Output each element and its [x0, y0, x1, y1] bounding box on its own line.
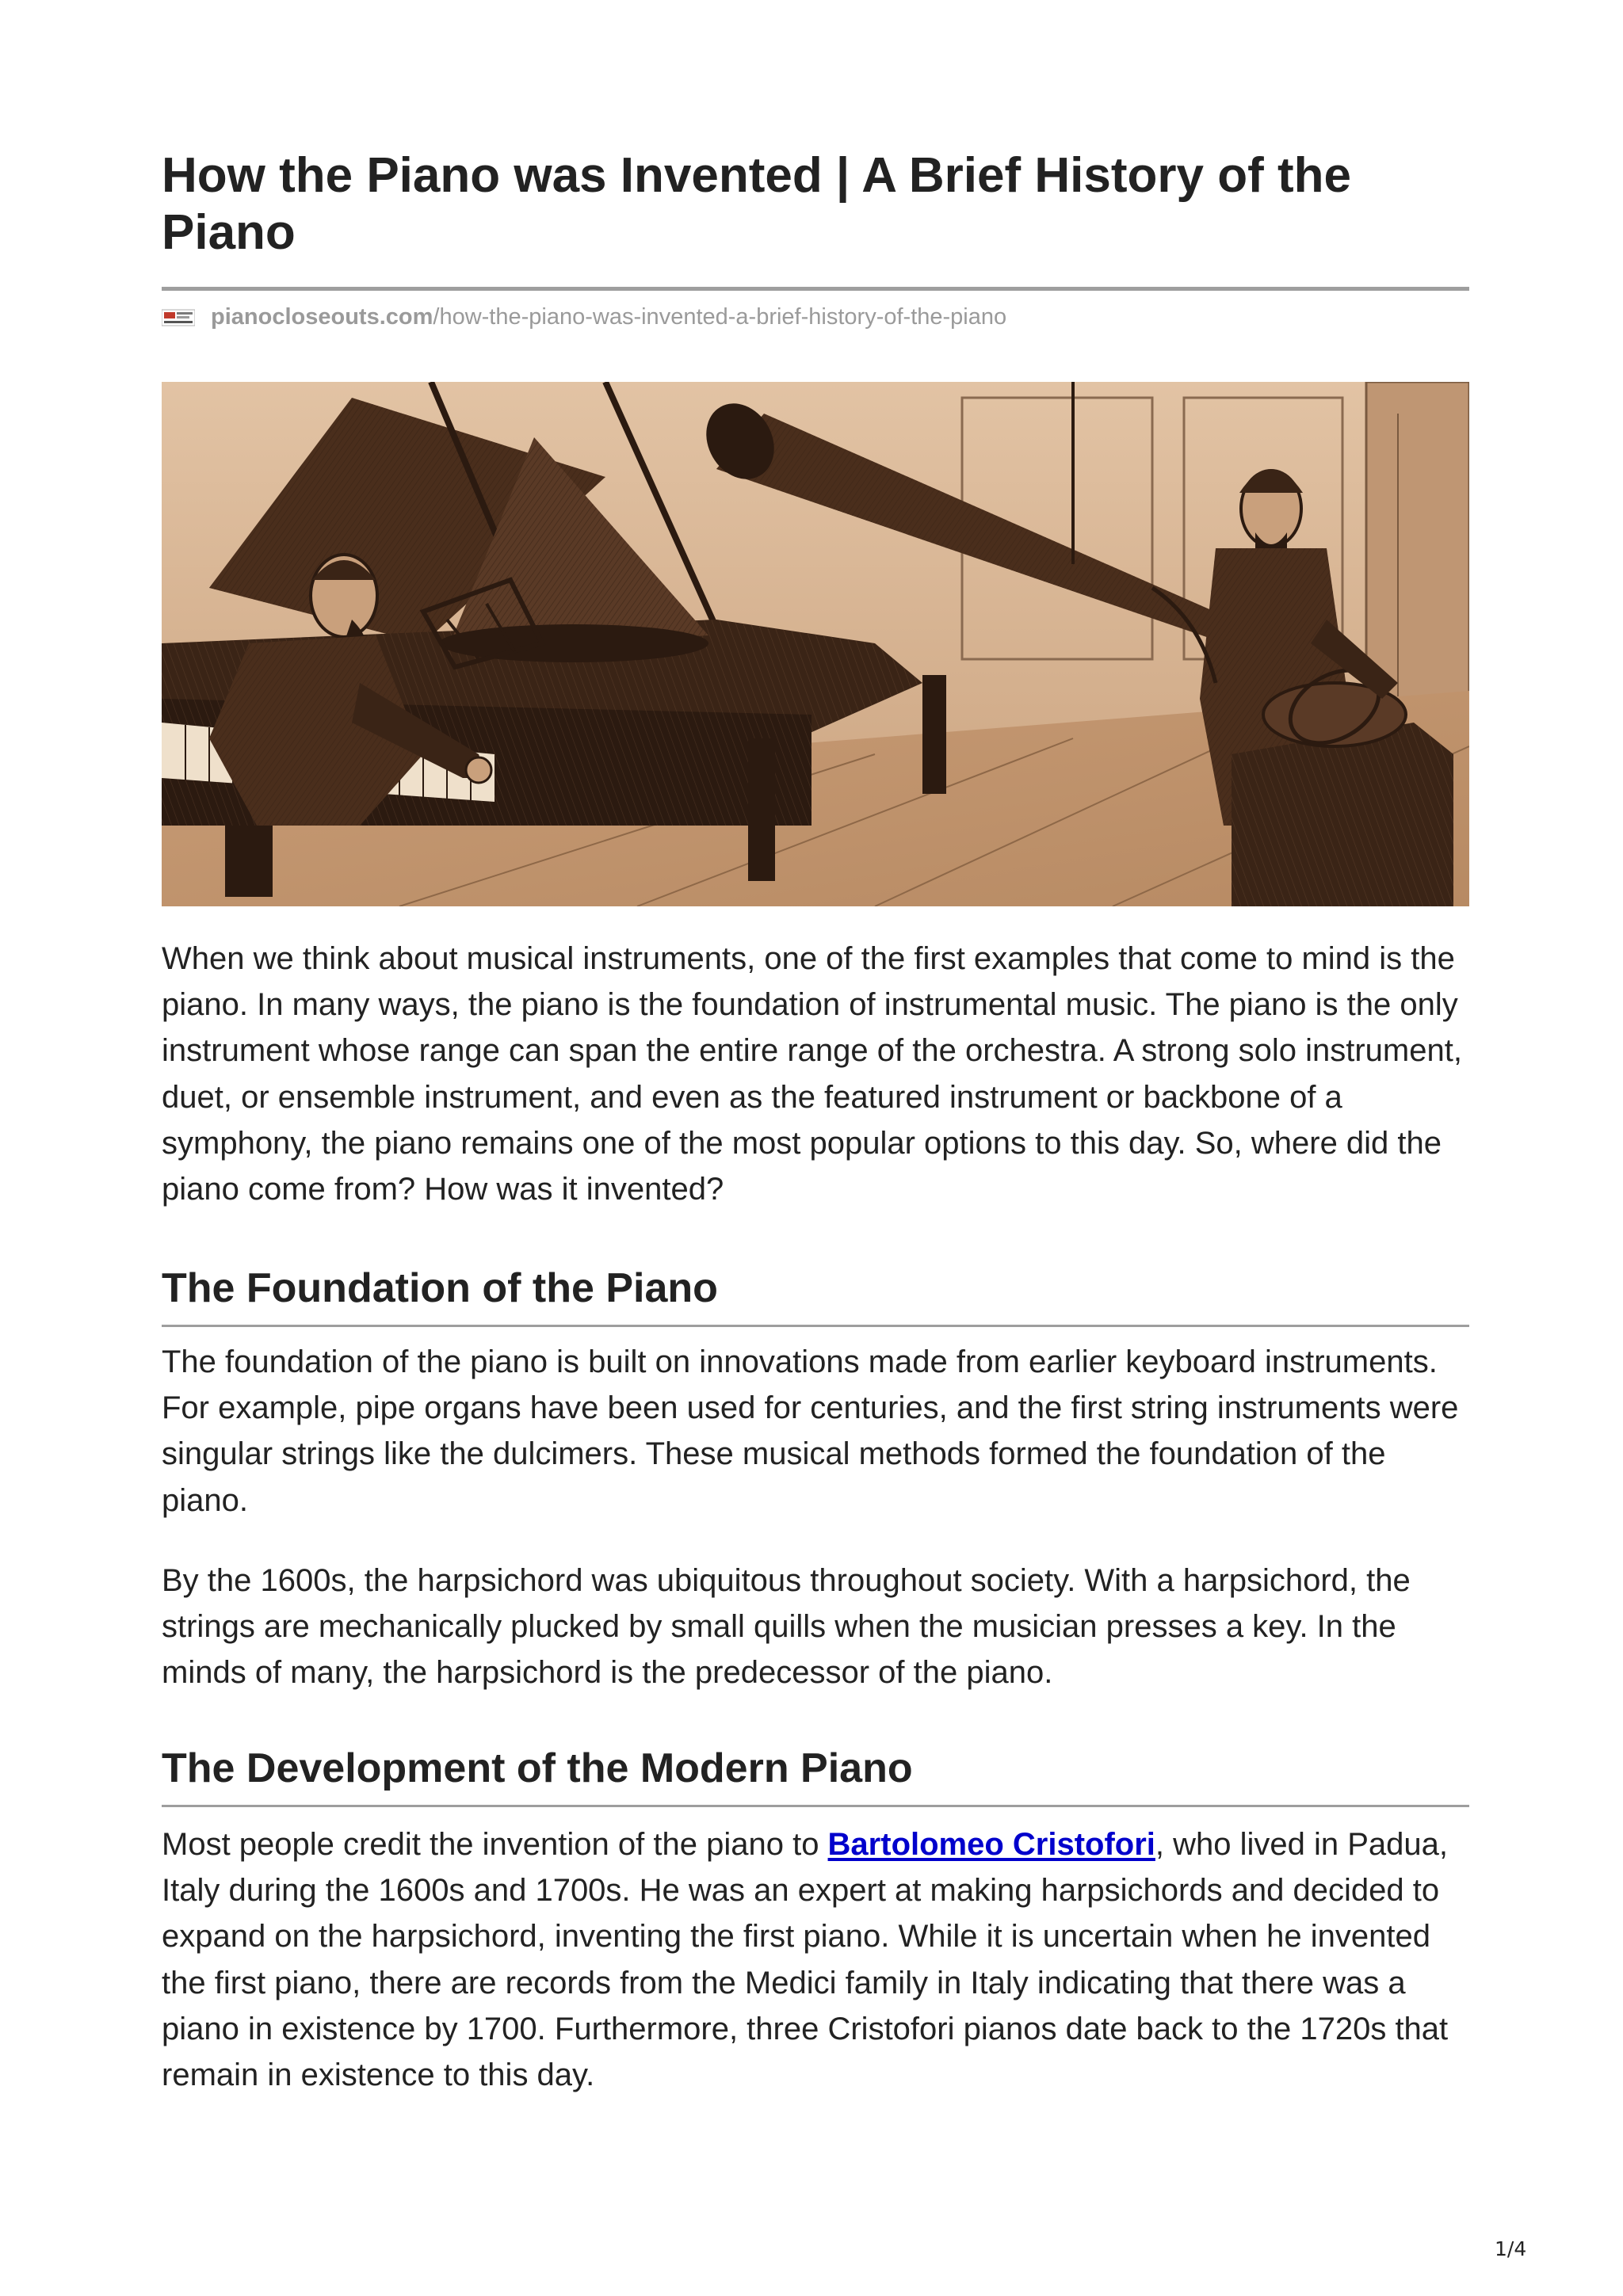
page-number: 1/4 — [1495, 2237, 1527, 2260]
foundation-paragraph-2: By the 1600s, the harpsichord was ubiquitous throughout society. With a harpsichord, the strings are mechanically plucked by small quills when the musician presses a key. In the minds of many, the harpsichord is the predecessor of the piano. — [162, 1563, 1411, 1691]
section-divider — [162, 1805, 1469, 1807]
cristofori-link[interactable]: Bartolomeo Cristofori — [827, 1827, 1155, 1862]
development-text-start: Most people credit the invention of the piano to — [162, 1827, 828, 1862]
source-url[interactable] — [162, 303, 1006, 331]
source-path: /how-the-piano-was-invented-a-brief-history-of-the-piano — [433, 303, 1007, 330]
section-divider — [162, 1325, 1469, 1327]
foundation-paragraph-1: The foundation of the piano is built on innovations made from earlier keyboard instruments. For example, pipe organs have been used for centuries, and the first string instruments were singular strings like the dulcimers. These musical methods formed the foundation of the piano. — [162, 1344, 1459, 1518]
development-text-end: , who lived in Padua, Italy during the 1600s and 1700s. He was an expert at making harpsichords and decided to expand on the harpsichord, inventing the first piano. While it is uncertain when he invented the first piano, there are records from the Medici family in Italy indicating that there was a piano in existence by 1700. Furthermore, three Cristofori pianos date back to the 1720s that remain in existence to this day. — [162, 1827, 1449, 2093]
section-heading-foundation: The Foundation of the Piano — [162, 1265, 718, 1311]
article-title: How the Piano was Invented | A Brief History of the Piano — [162, 148, 1351, 260]
development-paragraph — [162, 1821, 1469, 2098]
site-favicon-icon — [162, 307, 195, 326]
title-divider — [162, 287, 1469, 291]
source-domain: pianocloseouts.com — [211, 303, 433, 330]
section-heading-development: The Development of the Modern Piano — [162, 1745, 913, 1791]
intro-paragraph: When we think about musical instruments, one of the first examples that come to mind is the piano. In many ways, the piano is the foundation of instrumental music. The piano is the only instrument whose range can span the entire range of the orchestra. A strong solo instrument, duet, or ensemble instrument, and even as the featured instrument or backbone of a symphony, the piano remains one of the most popular options to this day. So, where did the piano come from? How was it invented? — [162, 941, 1462, 1207]
hero-illustration — [162, 382, 1469, 906]
